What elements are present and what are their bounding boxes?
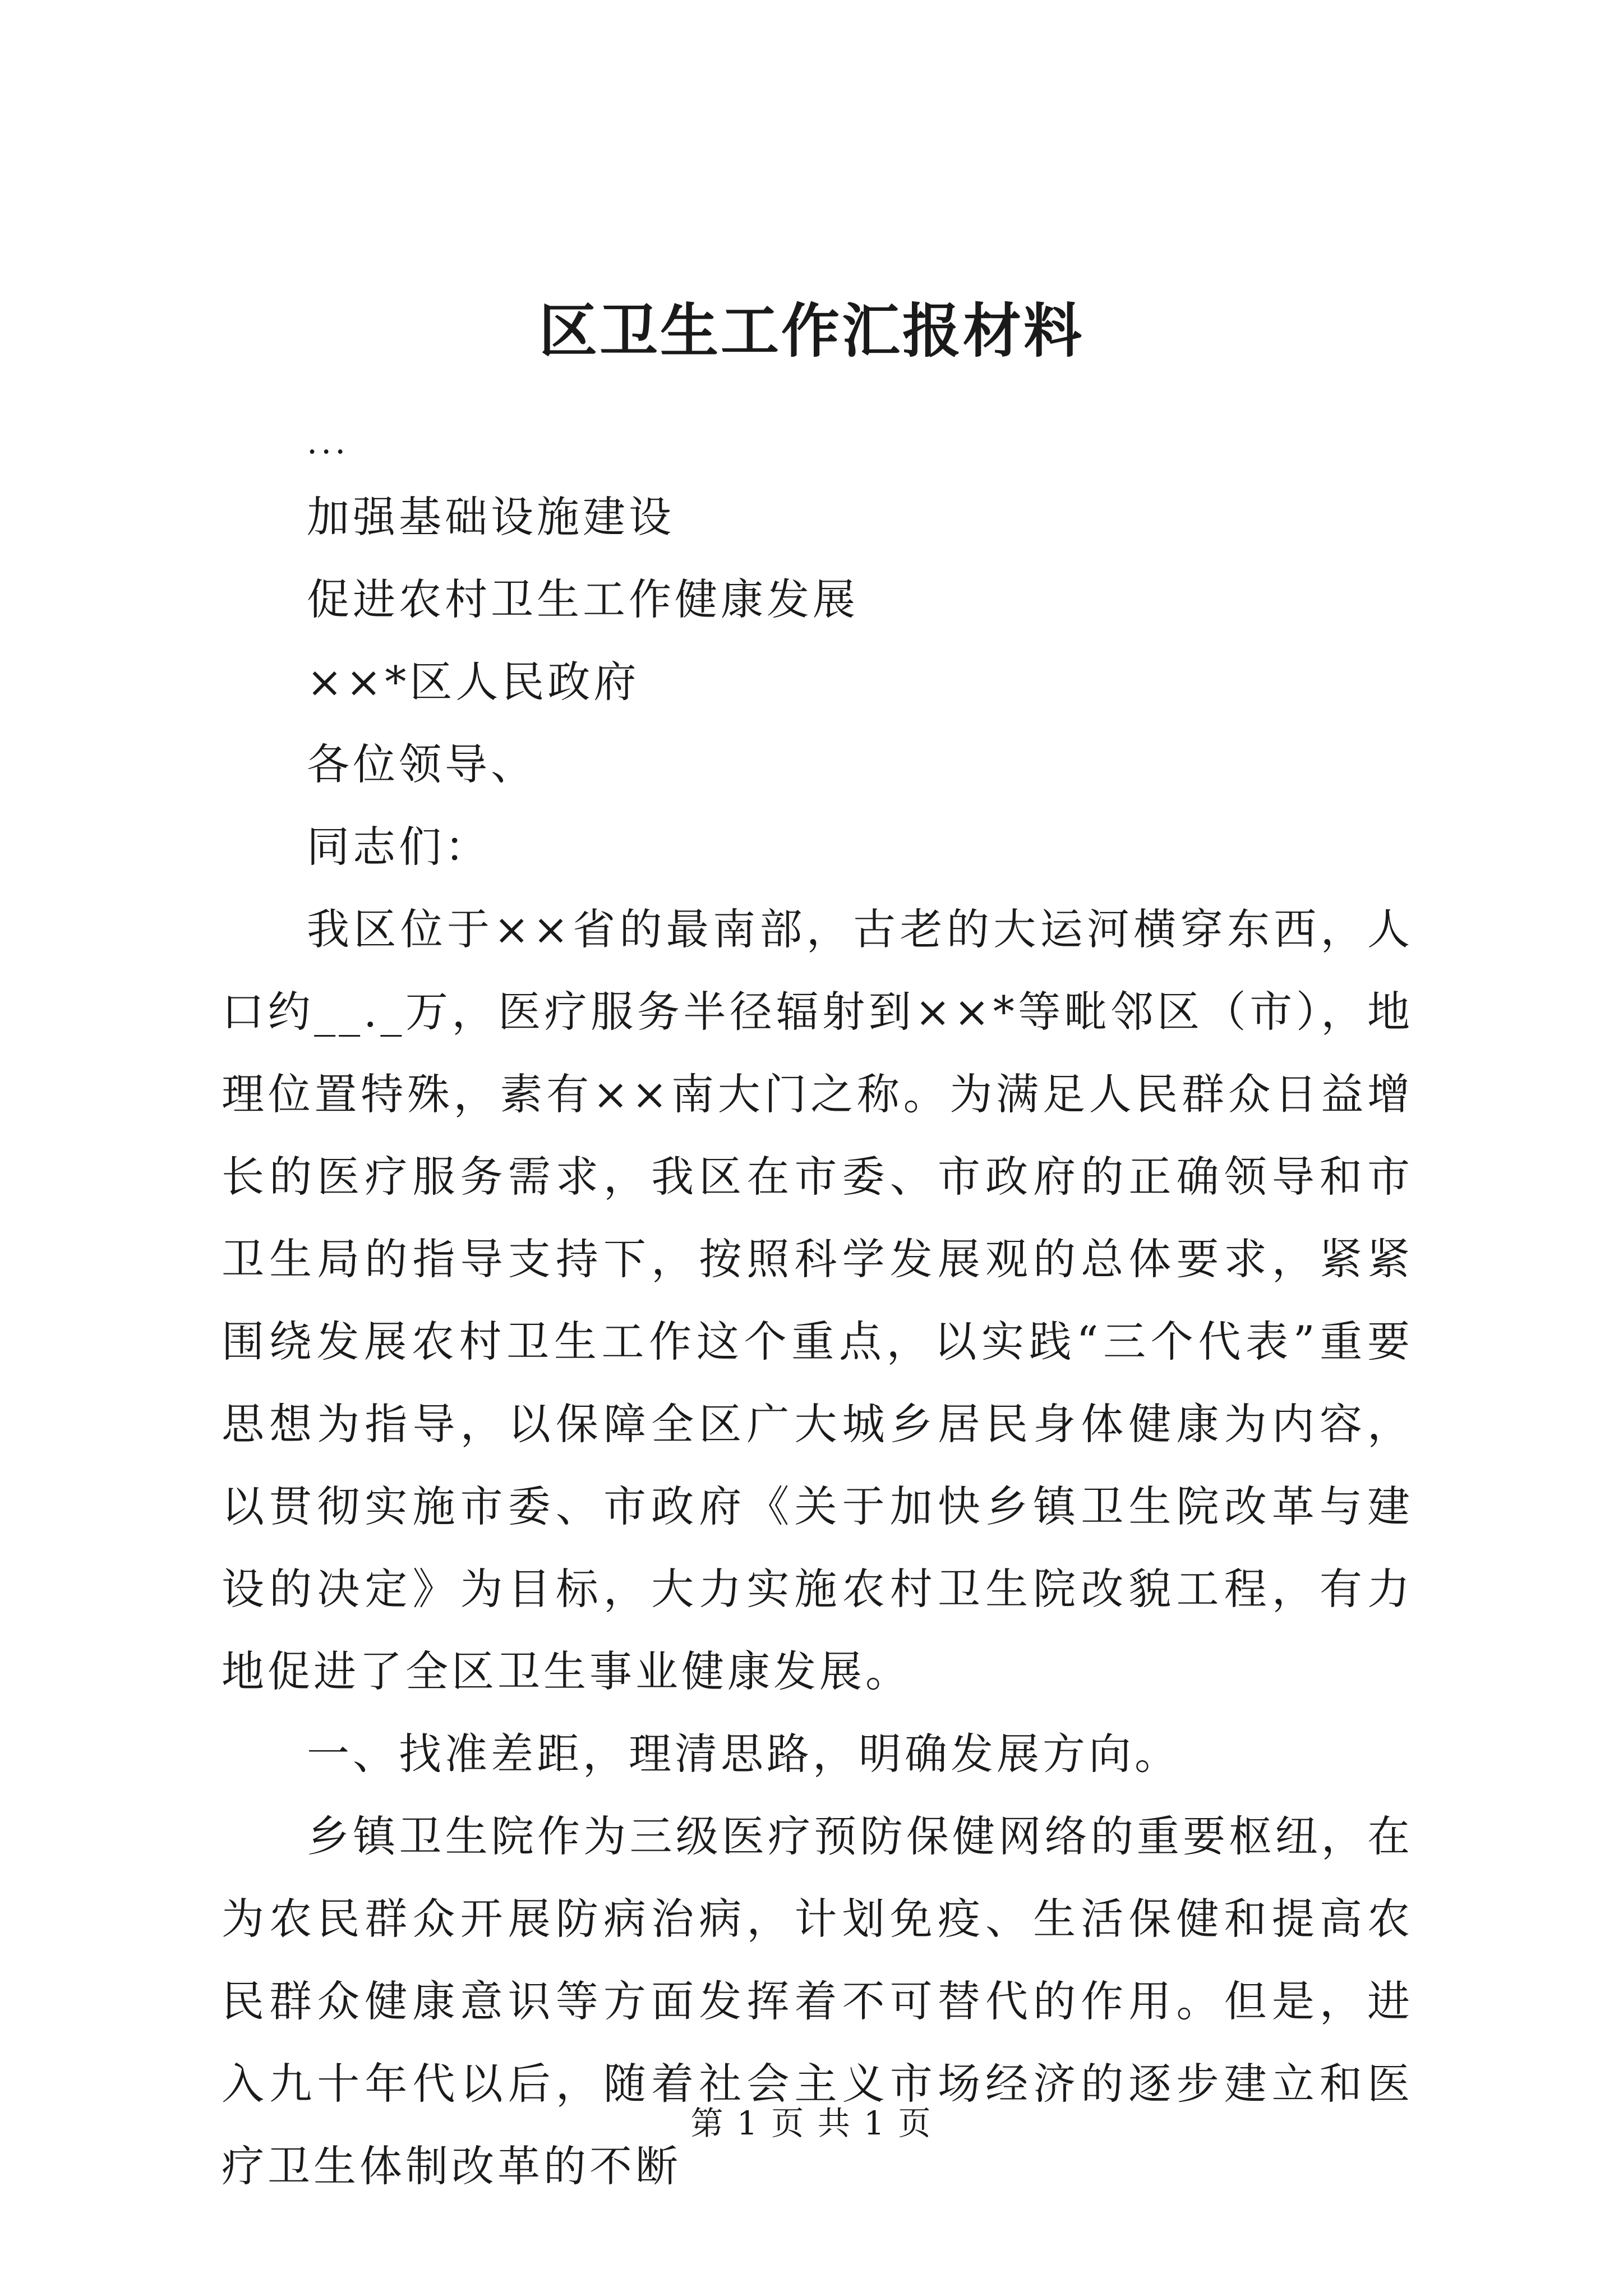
page-footer: 第 1 页 共 1 页 [690, 2104, 933, 2142]
body-paragraph-2: 乡镇卫生院作为三级医疗预防保健网络的重要枢纽，在为农民群众开展防病治病，计划免疫、生活保健和提高农民群众健康意识等方面发挥着不可替代的作用。但是，进入九十年代以后，随着社会主义市场经济的逐步建立和医疗卫生体制改革的不断 [222, 1811, 1413, 2191]
salutation-line-1: 各位领导、 [307, 739, 537, 789]
author-line: ××*区人民政府 [307, 657, 640, 707]
subtitle-line-1: 加强基础设施建设 [307, 492, 675, 542]
document-body [222, 414, 1413, 2207]
subtitle-line-2: 促进农村卫生工作健康发展 [307, 574, 859, 624]
body-paragraph-1: 我区位于××省的最南部，古老的大运河横穿东西，人口约__._万，医疗服务半径辐射到××*等毗邻区（市），地理位置特殊，素有××南大门之称。为满足人民群众日益增长的医疗服务需求，我区在市委、市政府的正确领导和市卫生局的指导支持下，按照科学发展观的总体要求，紧紧围绕发展农村卫生工作这个重点，以实践“三个代表”重要思想为指导，以保障全区广大城乡居民身体健康为内容，以贯彻实施市委、市政府《关于加快乡镇卫生院改革与建设的决定》为目标，大力实施农村卫生院改貌工程，有力地促进了全区卫生事业健康发展。 [222, 904, 1413, 1696]
ellipsis-line: ... [307, 422, 349, 462]
section-heading-1: 一、找准差距，理清思路，明确发展方向。 [307, 1729, 1181, 1779]
document-title: 区卫生工作汇报材料 [538, 296, 1084, 365]
salutation-line-2: 同志们： [307, 822, 491, 872]
